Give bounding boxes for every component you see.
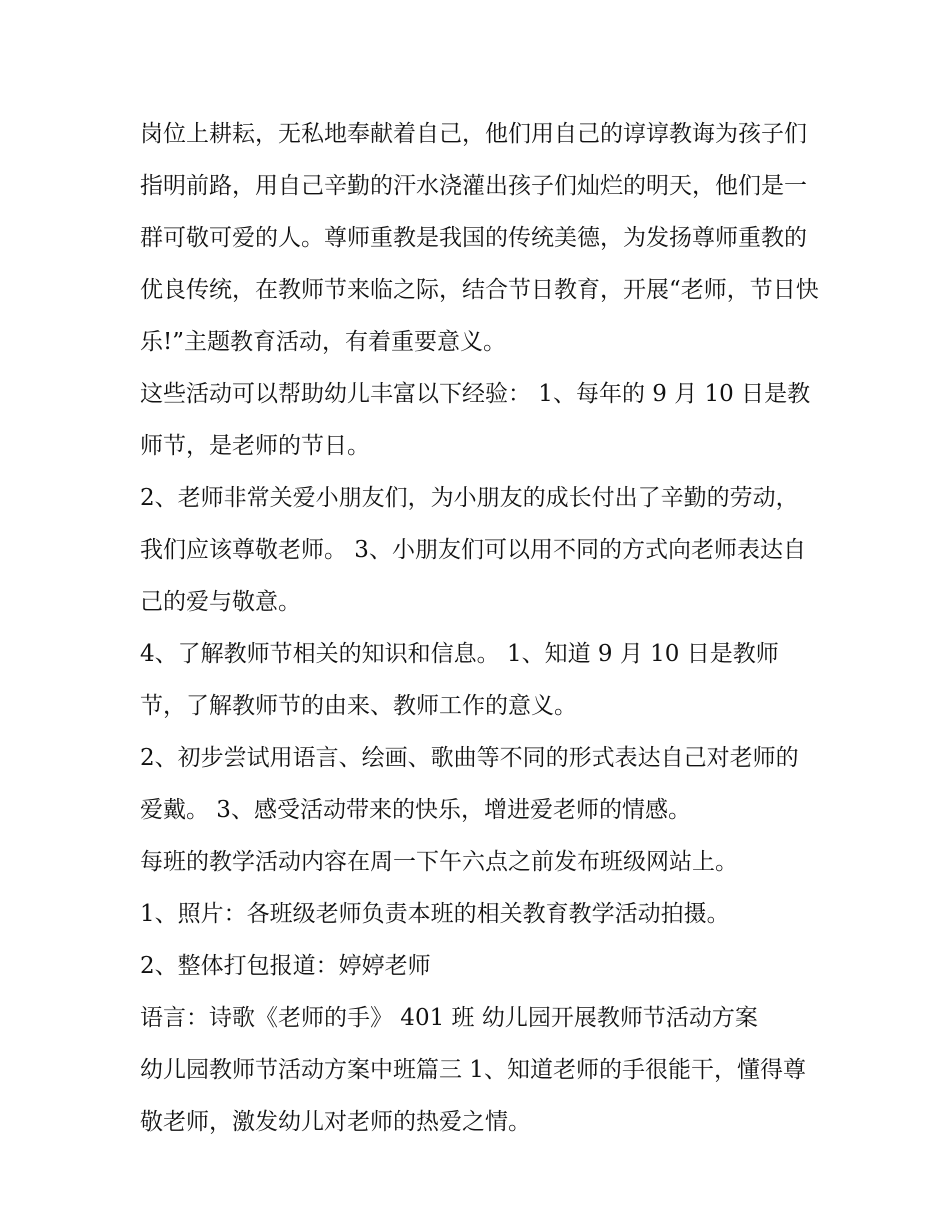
paragraph-6: 每班的教学活动内容在周一下午六点之前发布班级网站上。 bbox=[140, 849, 738, 875]
document-body bbox=[140, 108, 820, 1148]
paragraph-1: 岗位上耕耘，无私地奉献着自己，他们用自己的谆谆教诲为孩子们指明前路，用自己辛勤的汗水浇灌出孩子们灿烂的明天，他们是一群可敬可爱的人。尊师重教是我国的传统美德，为发扬尊师重教的优良传统，在教师节来临之际，结合节日教育，开展“老师，节日快乐!”主题教育活动，有着重要意义。 bbox=[140, 121, 819, 355]
paragraph-7: 1、照片：各班级老师负责本班的相关教育教学活动拍摄。 bbox=[140, 901, 730, 927]
paragraph-8: 2、整体打包报道：婷婷老师 bbox=[140, 953, 431, 979]
paragraph-5: 2、初步尝试用语言、绘画、歌曲等不同的形式表达自己对老师的爱戴。 3、感受活动带来的快乐，增进爱老师的情感。 bbox=[140, 745, 799, 823]
paragraph-4: 4、了解教师节相关的知识和信息。 1、知道 9 月 10 日是教师节，了解教师节的由来、教师工作的意义。 bbox=[140, 641, 779, 719]
paragraph-10: 幼儿园教师节活动方案中班篇三 1、知道老师的手很能干，懂得尊敬老师，激发幼儿对老师的热爱之情。 bbox=[140, 1057, 806, 1135]
paragraph-2: 这些活动可以帮助幼儿丰富以下经验： 1、每年的 9 月 10 日是教师节，是老师的节日。 bbox=[140, 381, 811, 459]
paragraph-9: 语言：诗歌《老师的手》 401 班 幼儿园开展教师节活动方案 bbox=[140, 1005, 758, 1031]
paragraph-3: 2、老师非常关爱小朋友们，为小朋友的成长付出了辛勤的劳动，我们应该尊敬老师。 3、小朋友们可以用不同的方式向老师表达自己的爱与敬意。 bbox=[140, 485, 806, 615]
